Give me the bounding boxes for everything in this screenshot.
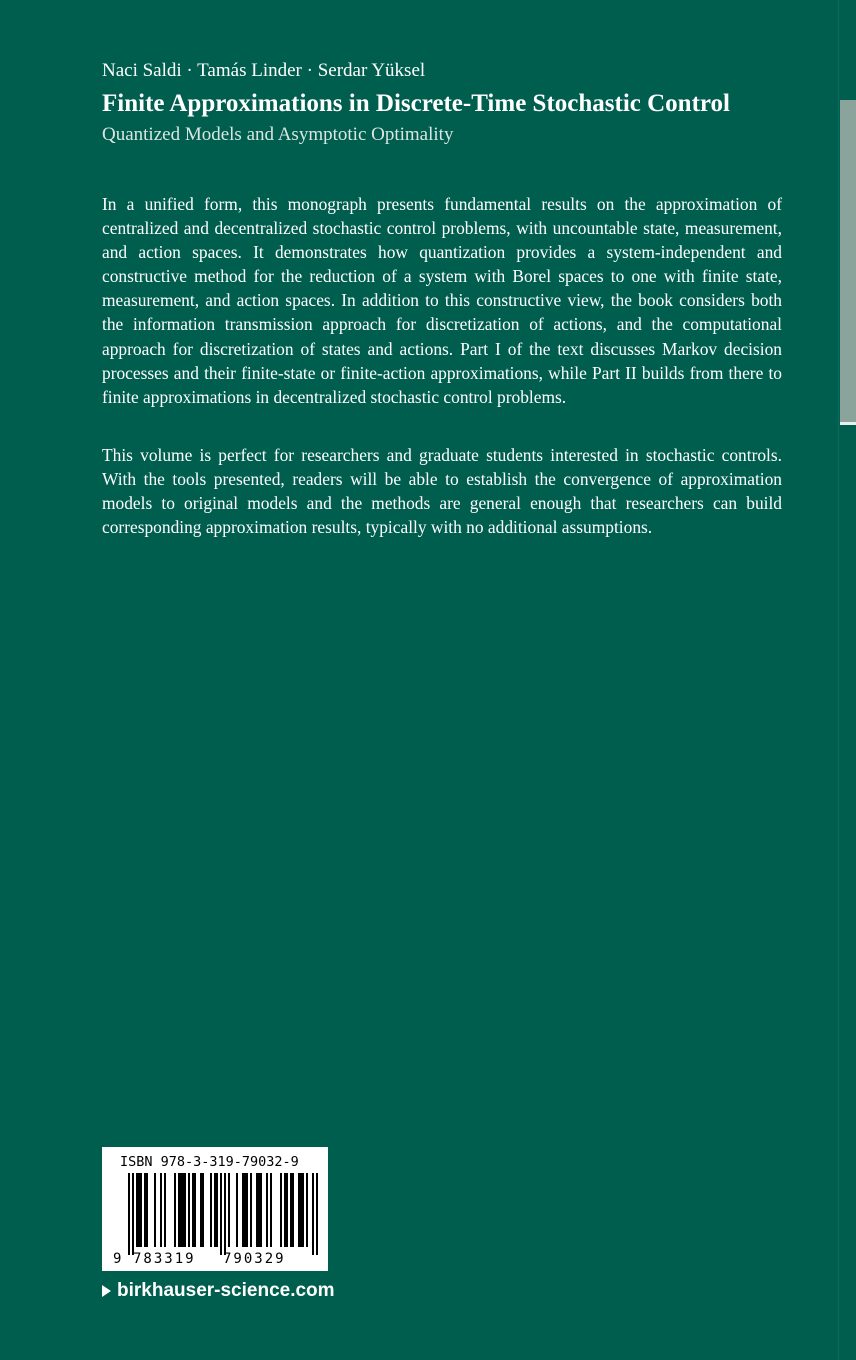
description-paragraph-2: This volume is perfect for researchers and graduate students interested in stochastic controls. With the tools presented, readers will be able to establish the convergence of approximation models to original models and the methods are general enough that researchers can build corresponding approximation results, typically with no additional assumptions. (102, 445, 782, 538)
barcode-bar (300, 1173, 302, 1247)
barcode-bar (174, 1173, 176, 1247)
arrow-right-icon (102, 1285, 111, 1297)
barcode-guard-bar (224, 1173, 226, 1255)
barcode-bar (258, 1173, 260, 1247)
barcode-bar (200, 1173, 202, 1247)
barcode-bar (182, 1173, 184, 1247)
barcode-guard-bar (316, 1173, 318, 1255)
barcode-bar (242, 1173, 244, 1247)
barcode-bar (164, 1173, 166, 1247)
barcode-bar (228, 1173, 230, 1247)
barcode-guard-bar (312, 1173, 314, 1255)
barcode-bar (292, 1173, 294, 1247)
barcode-bar (138, 1173, 140, 1247)
barcode-bar (194, 1173, 196, 1247)
barcode-bar (160, 1173, 162, 1247)
authors: Naci Saldi · Tamás Linder · Serdar Yüksel (102, 60, 426, 81)
website-link[interactable] (102, 1278, 335, 1304)
barcode-bar (244, 1173, 246, 1247)
barcode-bar (188, 1173, 190, 1247)
barcode-digit-first: 9 (113, 1251, 122, 1267)
barcode-bar (280, 1173, 282, 1247)
barcode-bar (306, 1173, 308, 1247)
barcode-box (102, 1147, 328, 1271)
barcode-bar (154, 1173, 156, 1247)
barcode-bar (216, 1173, 218, 1247)
barcode-bar (270, 1173, 272, 1247)
barcode-bar (250, 1173, 252, 1247)
barcode-bars (128, 1173, 318, 1255)
barcode-bar (260, 1173, 262, 1247)
barcode-bar (246, 1173, 248, 1247)
spine-edge (838, 0, 839, 1360)
barcode-bar (290, 1173, 292, 1247)
barcode-bar (302, 1173, 304, 1247)
barcode-digits-left: 783319 (133, 1251, 196, 1267)
barcode-bar (284, 1173, 286, 1247)
barcode-bar (286, 1173, 288, 1247)
barcode-bar (178, 1173, 180, 1247)
barcode-guard-bar (132, 1173, 134, 1255)
barcode-bar (184, 1173, 186, 1247)
book-title: Finite Approximations in Discrete-Time Stochastic Control (102, 90, 730, 117)
description-paragraph-1: In a unified form, this monograph presents fundamental results on the approximation of centralized and decentralized stochastic control problems, with uncountable state, measurement, and action spaces. It demonstrates how quantization provides a system-independent and constructive method for the reduction of a system with Borel spaces to one with finite state, measurement, and action spaces. In addition to this constructive view, the book considers both the information transmission approach for discretization of actions, and the computational approach for discretization of states and actions. Part I of the text discusses Markov decision processes and their finite-state or finite-action approximations, while Part II builds from there to finite approximations in decentralized stochastic control problems. (102, 194, 782, 407)
barcode-bar (236, 1173, 238, 1247)
barcode-bar (202, 1173, 204, 1247)
barcode-guard-bar (128, 1173, 130, 1255)
spine-band-line (840, 422, 856, 425)
barcode-bar (180, 1173, 182, 1247)
barcode-guard-bar (220, 1173, 222, 1255)
barcode (110, 1173, 320, 1267)
barcode-digits-right: 790329 (223, 1251, 286, 1267)
barcode-bar (214, 1173, 216, 1247)
barcode-bar (298, 1173, 300, 1247)
book-subtitle: Quantized Models and Asymptotic Optimality (102, 124, 454, 145)
barcode-bar (140, 1173, 142, 1247)
barcode-bar (144, 1173, 146, 1247)
barcode-bar (210, 1173, 212, 1247)
barcode-bar (266, 1173, 268, 1247)
isbn-label: ISBN 978-3-319-79032-9 (120, 1154, 299, 1170)
barcode-bar (256, 1173, 258, 1247)
barcode-bar (192, 1173, 194, 1247)
barcode-bar (136, 1173, 138, 1247)
website-label: birkhauser-science.com (117, 1280, 335, 1301)
barcode-bar (146, 1173, 148, 1247)
spine-band (840, 100, 856, 422)
